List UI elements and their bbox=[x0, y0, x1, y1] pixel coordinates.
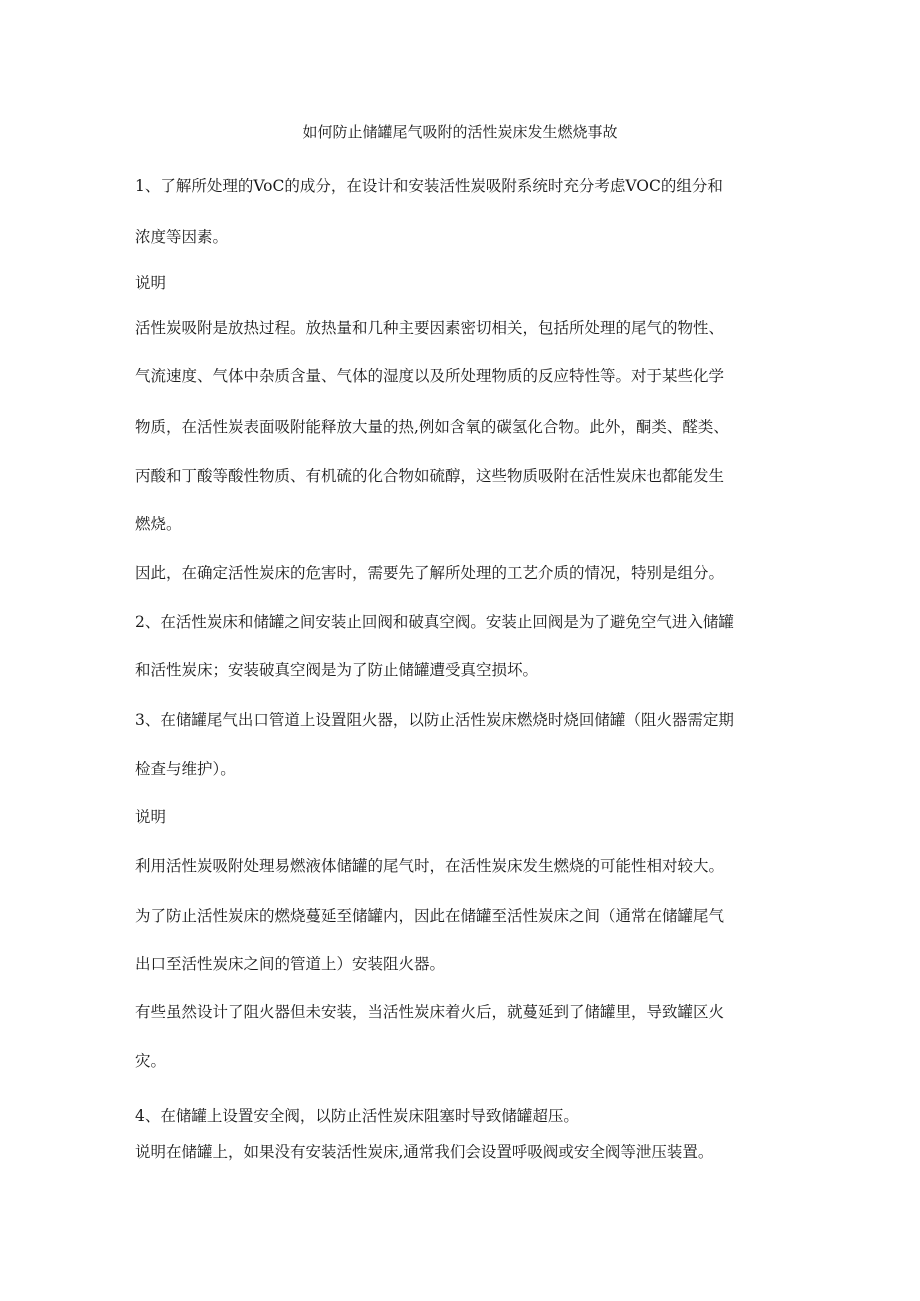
paragraph-line: 利用活性炭吸附处理易燃液体储罐的尾气时，在活性炭床发生燃烧的可能性相对较大。 bbox=[135, 857, 725, 875]
paragraph-line: 检查与维护）。 bbox=[135, 760, 236, 778]
paragraph-line: 为了防止活性炭床的燃烧蔓延至储罐内，因此在储罐至活性炭床之间（通常在储罐尾气 bbox=[135, 907, 725, 925]
section-label: 说明 bbox=[135, 808, 167, 826]
paragraph-line: 物质，在活性炭表面吸附能释放大量的热,例如含氧的碳氢化合物。此外，酮类、醛类、 bbox=[135, 418, 729, 436]
paragraph-line: 气流速度、气体中杂质含量、气体的湿度以及所处理物质的反应特性等。对于某些化学 bbox=[135, 367, 725, 385]
document-title: 如何防止储罐尾气吸附的活性炭床发生燃烧事故 bbox=[302, 123, 618, 141]
paragraph-line: 燃烧。 bbox=[135, 515, 182, 533]
paragraph-line: 3、在储罐尾气出口管道上设置阻火器，以防止活性炭床燃烧时烧回储罐（阻火器需定期 bbox=[135, 711, 734, 729]
paragraph-line: 1、了解所处理的VoC的成分，在设计和安装活性炭吸附系统时充分考虑VOC的组分和 bbox=[135, 177, 723, 195]
paragraph-line: 有些虽然设计了阻火器但未安装，当活性炭床着火后，就蔓延到了储罐里，导致罐区火 bbox=[135, 1003, 725, 1021]
paragraph-line: 和活性炭床；安装破真空阀是为了防止储罐遭受真空损坏。 bbox=[135, 661, 539, 679]
paragraph-line: 因此，在确定活性炭床的危害时，需要先了解所处理的工艺介质的情况，特别是组分。 bbox=[135, 564, 725, 582]
paragraph-line: 丙酸和丁酸等酸性物质、有机硫的化合物如硫醇，这些物质吸附在活性炭床也都能发生 bbox=[135, 467, 725, 485]
paragraph-line: 说明在储罐上，如果没有安装活性炭床,通常我们会设置呼吸阀或安全阀等泄压装置。 bbox=[135, 1143, 714, 1161]
paragraph-line: 活性炭吸附是放热过程。放热量和几种主要因素密切相关，包括所处理的尾气的物性、 bbox=[135, 319, 725, 337]
section-label: 说明 bbox=[135, 274, 167, 292]
paragraph-line: 2、在活性炭床和储罐之间安装止回阀和破真空阀。安装止回阀是为了避免空气进入储罐 bbox=[135, 613, 734, 631]
paragraph-line: 灾。 bbox=[135, 1052, 167, 1070]
paragraph-line: 浓度等因素。 bbox=[135, 228, 229, 246]
paragraph-line: 出口至活性炭床之间的管道上）安装阻火器。 bbox=[135, 955, 446, 973]
paragraph-line: 4、在储罐上设置安全阀，以防止活性炭床阻塞时导致储罐超压。 bbox=[135, 1107, 579, 1125]
